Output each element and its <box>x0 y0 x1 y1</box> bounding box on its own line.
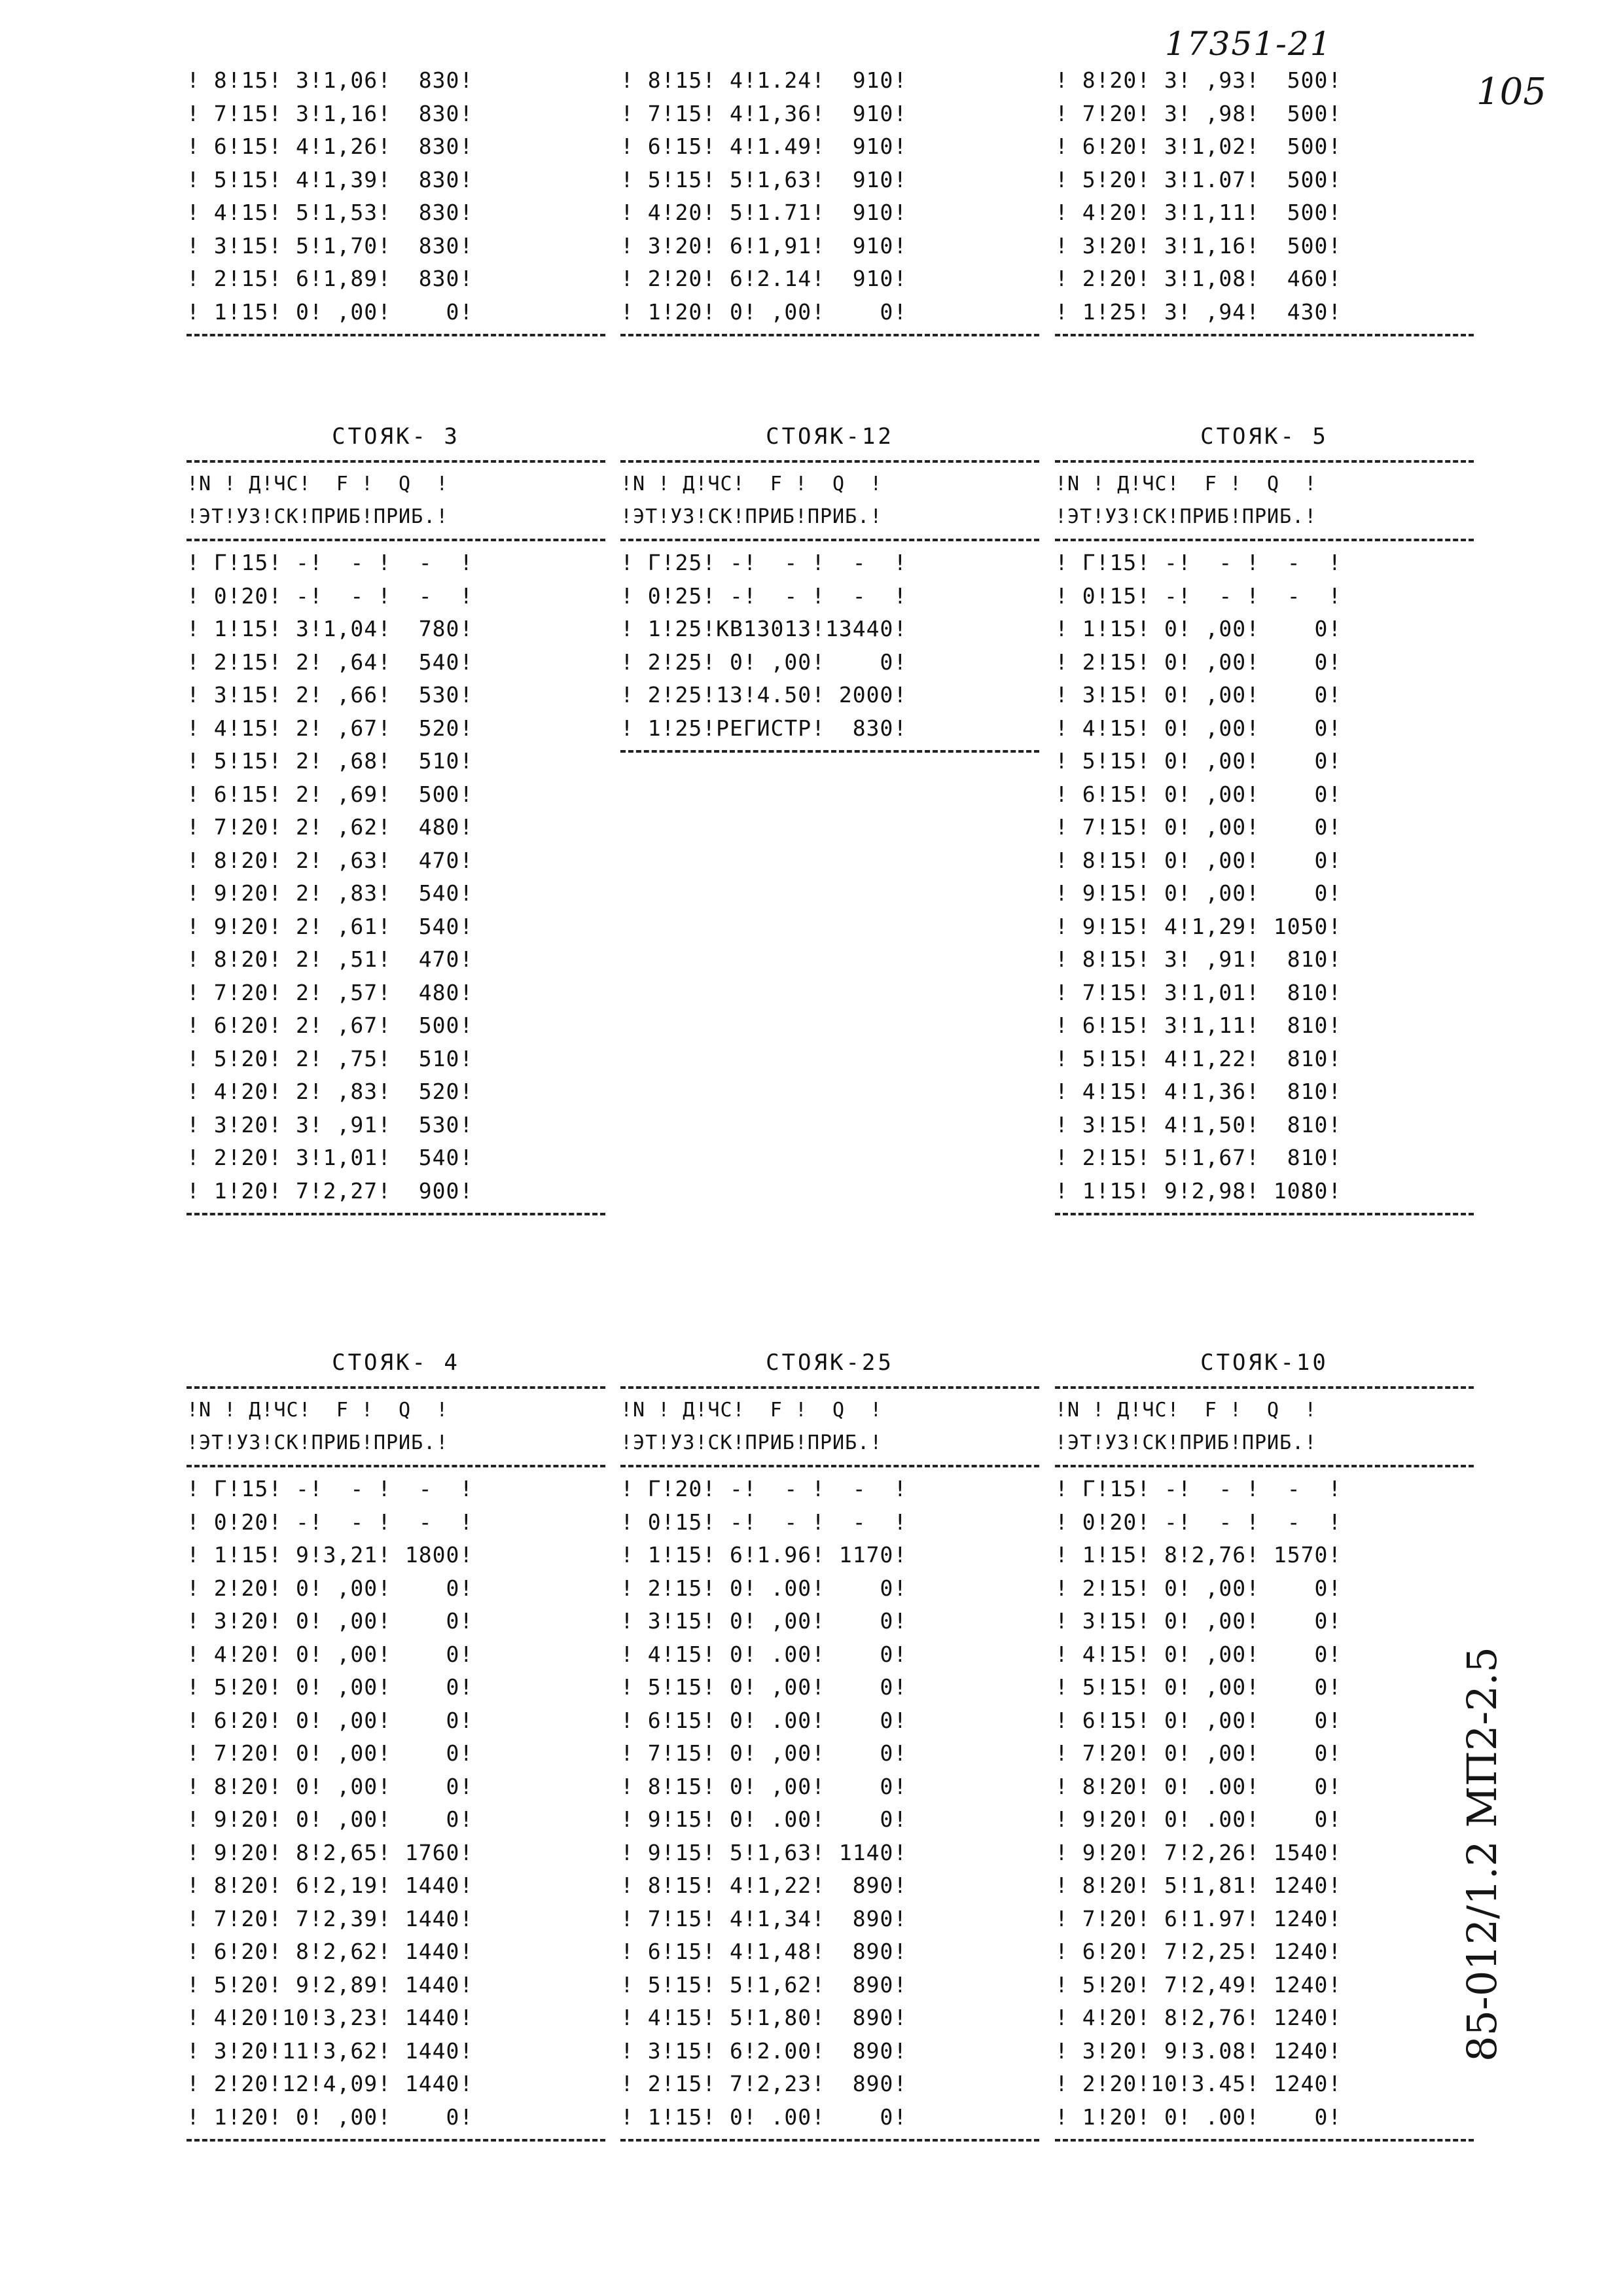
table-row: ! 9!20! 2! ,61! 540! <box>187 913 474 939</box>
table-rule <box>620 460 1039 463</box>
table-row: ! 3!15! 6!2.00! 890! <box>620 2037 908 2064</box>
table-rule <box>187 1213 605 1215</box>
table-row: ! 6!15! 2! ,69! 500! <box>187 781 474 807</box>
table-rule <box>620 1465 1039 1467</box>
table-row: ! 2!25!13!4.50! 2000! <box>620 682 908 708</box>
riser-table-stoyak-12 <box>620 422 1039 758</box>
table-body <box>187 547 605 1208</box>
column-header-line-2: !ЭТ!УЗ!СК!ПРИБ!ПРИБ.! <box>1055 505 1317 528</box>
table-row: ! 6!20! 7!2,25! 1240! <box>1055 1939 1342 1964</box>
table-row: ! 5!15! 2! ,68! 510! <box>187 748 474 774</box>
table-row: ! 2!15! 7!2,23! 890! <box>620 2071 908 2096</box>
top-fragment-col-1 <box>187 64 605 342</box>
column-header-line-2: !ЭТ!УЗ!СК!ПРИБ!ПРИБ.! <box>1055 1431 1317 1454</box>
table-row: ! 7!15! 4!1,34! 890! <box>620 1905 908 1931</box>
table-row: ! 8!20! 3! ,93! 500! <box>1055 67 1342 93</box>
table-row: ! 1!20! 0! ,00! 0! <box>620 298 908 325</box>
table-row: ! 0!15! -! - ! - ! <box>620 1509 908 1535</box>
table-row: ! 4!20! 5!1.71! 910! <box>620 200 908 225</box>
table-row: ! 0!25! -! - ! - ! <box>620 583 908 609</box>
table-rule <box>620 539 1039 541</box>
table-row: ! 5!15! 5!1,63! 910! <box>620 166 908 192</box>
table-body <box>187 64 605 329</box>
table-row: ! 4!15! 4!1,36! 810! <box>1055 1079 1342 1104</box>
table-row: ! 6!15! 4!1.49! 910! <box>620 134 908 159</box>
table-row: ! 7!20! 7!2,39! 1440! <box>187 1905 474 1931</box>
table-row: ! 5!20! 7!2,49! 1240! <box>1055 1971 1342 1998</box>
table-row: ! 1!25!РЕГИСТР! 830! <box>620 715 908 741</box>
table-row: ! 1!15! 0! .00! 0! <box>620 2104 908 2130</box>
handwritten-page-number: 105 <box>1476 71 1546 113</box>
table-row: ! Г!15! -! - ! - ! <box>1055 550 1342 575</box>
table-row: ! 1!15! 8!2,76! 1570! <box>1055 1542 1342 1568</box>
table-row: ! 2!20! 3!1,08! 460! <box>1055 266 1342 291</box>
table-row: ! 5!15! 4!1,39! 830! <box>187 166 474 192</box>
table-rule <box>1055 539 1474 541</box>
table-row: ! 7!15! 0! ,00! 0! <box>1055 814 1342 840</box>
table-row: ! 0!20! -! - ! - ! <box>187 583 474 609</box>
table-body <box>1055 547 1474 1208</box>
table-body <box>620 547 1039 745</box>
table-row: ! 3!15! 5!1,70! 830! <box>187 232 474 259</box>
table-row: ! Г!25! -! - ! - ! <box>620 550 908 575</box>
table-row: ! 2!20!12!4,09! 1440! <box>187 2071 474 2096</box>
table-title: СТОЯК- 4 <box>332 1350 460 1376</box>
table-row: ! 8!20! 2! ,51! 470! <box>187 946 474 972</box>
table-row: ! 3!20! 6!1,91! 910! <box>620 232 908 259</box>
table-row: ! 8!15! 0! ,00! 0! <box>1055 847 1342 873</box>
table-row: ! 6!15! 0! .00! 0! <box>620 1707 908 1733</box>
table-row: ! 3!20! 3!1,16! 500! <box>1055 232 1342 259</box>
table-row: ! 2!15! 5!1,67! 810! <box>1055 1145 1342 1170</box>
table-row: ! Г!15! -! - ! - ! <box>187 550 474 575</box>
table-row: ! 6!20! 3!1,02! 500! <box>1055 134 1342 159</box>
table-row: ! 9!20! 2! ,83! 540! <box>187 880 474 906</box>
table-row: ! 2!20! 3!1,01! 540! <box>187 1145 474 1170</box>
table-row: ! 8!20! 2! ,63! 470! <box>187 847 474 873</box>
table-row: ! 8!15! 3!1,06! 830! <box>187 67 474 93</box>
table-row: ! 5!20! 3!1.07! 500! <box>1055 166 1342 192</box>
table-row: ! 5!15! 4!1,22! 810! <box>1055 1045 1342 1071</box>
column-header-line-2: !ЭТ!УЗ!СК!ПРИБ!ПРИБ.! <box>620 505 883 528</box>
column-header-line-1: !N ! Д!ЧС! F ! Q ! <box>187 1399 449 1422</box>
table-row: ! 4!20! 8!2,76! 1240! <box>1055 2005 1342 2030</box>
table-row: ! 9!20! 0! .00! 0! <box>1055 1806 1342 1832</box>
table-row: ! 3!20!11!3,62! 1440! <box>187 2037 474 2064</box>
table-row: ! 2!20! 0! ,00! 0! <box>187 1575 474 1601</box>
column-header-line-2: !ЭТ!УЗ!СК!ПРИБ!ПРИБ.! <box>187 505 449 528</box>
table-title: СТОЯК-25 <box>766 1350 894 1376</box>
riser-table-stoyak-10 <box>1055 1348 1474 2147</box>
table-row: ! 4!15! 0! ,00! 0! <box>1055 715 1342 741</box>
table-row: ! 2!15! 0! ,00! 0! <box>1055 649 1342 675</box>
table-row: ! 1!15! 9!3,21! 1800! <box>187 1542 474 1568</box>
riser-table-stoyak-3 <box>187 422 605 1221</box>
table-rule <box>1055 1213 1474 1215</box>
table-row: ! 4!15! 2! ,67! 520! <box>187 715 474 741</box>
table-row: ! 1!15! 6!1.96! 1170! <box>620 1542 908 1568</box>
table-rule <box>1055 460 1474 463</box>
table-row: ! 4!15! 0! .00! 0! <box>620 1641 908 1667</box>
table-row: ! 9!15! 5!1,63! 1140! <box>620 1839 908 1865</box>
table-row: ! Г!15! -! - ! - ! <box>187 1476 474 1501</box>
column-header-line-2: !ЭТ!УЗ!СК!ПРИБ!ПРИБ.! <box>187 1431 449 1454</box>
table-title: СТОЯК-10 <box>1200 1350 1329 1376</box>
table-row: ! 2!15! 0! .00! 0! <box>620 1575 908 1601</box>
table-row: ! 4!15! 5!1,53! 830! <box>187 200 474 225</box>
column-header-line-1: !N ! Д!ЧС! F ! Q ! <box>1055 473 1317 495</box>
table-row: ! 8!20! 5!1,81! 1240! <box>1055 1873 1342 1898</box>
table-rule <box>187 1386 605 1389</box>
table-row: ! 5!15! 0! ,00! 0! <box>1055 1674 1342 1700</box>
table-row: ! 6!15! 3!1,11! 810! <box>1055 1013 1342 1038</box>
table-row: ! 6!20! 0! ,00! 0! <box>187 1707 474 1733</box>
table-rule <box>1055 1465 1474 1467</box>
table-rule <box>1055 1386 1474 1389</box>
riser-table-stoyak-25 <box>620 1348 1039 2147</box>
table-row: ! 4!20! 2! ,83! 520! <box>187 1079 474 1104</box>
table-rule <box>620 334 1039 336</box>
table-rule <box>620 2139 1039 2142</box>
table-row: ! 6!15! 0! ,00! 0! <box>1055 1707 1342 1733</box>
table-row: ! 3!15! 0! ,00! 0! <box>1055 1608 1342 1634</box>
table-row: ! 4!20! 0! ,00! 0! <box>187 1641 474 1667</box>
table-row: ! 8!15! 4!1,22! 890! <box>620 1873 908 1898</box>
table-row: ! 2!15! 2! ,64! 540! <box>187 649 474 675</box>
table-row: ! 6!20! 2! ,67! 500! <box>187 1013 474 1038</box>
table-row: ! 3!20! 0! ,00! 0! <box>187 1608 474 1634</box>
table-rule <box>620 750 1039 753</box>
table-row: ! 1!20! 7!2,27! 900! <box>187 1177 474 1204</box>
column-header-line-1: !N ! Д!ЧС! F ! Q ! <box>620 473 883 495</box>
table-row: ! 7!20! 6!1.97! 1240! <box>1055 1905 1342 1931</box>
table-row: ! 0!20! -! - ! - ! <box>187 1509 474 1535</box>
table-rule <box>187 2139 605 2142</box>
table-row: ! 2!25! 0! ,00! 0! <box>620 649 908 675</box>
table-row: ! 4!15! 5!1,80! 890! <box>620 2005 908 2030</box>
table-row: ! 8!15! 3! ,91! 810! <box>1055 946 1342 972</box>
table-row: ! 7!15! 3!1,16! 830! <box>187 100 474 126</box>
table-row: ! 1!20! 0! ,00! 0! <box>187 2104 474 2130</box>
table-body <box>187 1473 605 2134</box>
table-row: ! 4!15! 0! ,00! 0! <box>1055 1641 1342 1667</box>
table-row: ! 8!20! 0! ,00! 0! <box>187 1773 474 1799</box>
side-stamp-code: 85-012/1.2 МП2-2.5 <box>1458 1647 1506 2062</box>
table-title: СТОЯК- 3 <box>332 423 460 450</box>
top-fragment-col-3 <box>1055 64 1474 342</box>
table-row: ! 2!20! 6!2.14! 910! <box>620 266 908 291</box>
table-title: СТОЯК-12 <box>766 423 894 450</box>
table-row: ! 8!15! 4!1.24! 910! <box>620 67 908 93</box>
table-rule <box>1055 334 1474 336</box>
table-row: ! 0!15! -! - ! - ! <box>1055 583 1342 609</box>
table-rule <box>187 460 605 463</box>
table-row: ! 6!15! 4!1,48! 890! <box>620 1939 908 1964</box>
table-row: ! 1!15! 0! ,00! 0! <box>1055 616 1342 641</box>
top-fragment-col-2 <box>620 64 1039 342</box>
table-row: ! 3!15! 4!1,50! 810! <box>1055 1111 1342 1138</box>
table-rule <box>187 539 605 541</box>
table-row: ! 8!20! 6!2,19! 1440! <box>187 1873 474 1898</box>
table-row: ! 3!15! 0! ,00! 0! <box>620 1608 908 1634</box>
column-header-line-1: !N ! Д!ЧС! F ! Q ! <box>620 1399 883 1422</box>
table-rule <box>187 334 605 336</box>
table-row: ! 8!15! 0! ,00! 0! <box>620 1773 908 1799</box>
table-row: ! 2!20!10!3.45! 1240! <box>1055 2071 1342 2096</box>
table-row: ! 1!15! 9!2,98! 1080! <box>1055 1177 1342 1204</box>
handwritten-document-number: 17351-21 <box>1165 25 1332 63</box>
table-title: СТОЯК- 5 <box>1200 423 1329 450</box>
table-row: ! 2!15! 0! ,00! 0! <box>1055 1575 1342 1601</box>
table-row: ! 9!20! 8!2,65! 1760! <box>187 1839 474 1865</box>
table-row: ! 1!25! 3! ,94! 430! <box>1055 298 1342 325</box>
table-row: ! 9!15! 4!1,29! 1050! <box>1055 913 1342 939</box>
table-row: ! 9!15! 0! .00! 0! <box>620 1806 908 1832</box>
column-header-line-1: !N ! Д!ЧС! F ! Q ! <box>187 473 449 495</box>
table-row: ! 1!25!КВ13013!13440! <box>620 616 908 641</box>
riser-table-stoyak-4 <box>187 1348 605 2147</box>
table-row: ! 7!20! 0! ,00! 0! <box>1055 1740 1342 1766</box>
table-row: ! 3!15! 0! ,00! 0! <box>1055 682 1342 708</box>
table-row: ! 6!15! 0! ,00! 0! <box>1055 781 1342 807</box>
table-row: ! 1!20! 0! .00! 0! <box>1055 2104 1342 2130</box>
table-row: ! 1!15! 3!1,04! 780! <box>187 616 474 641</box>
table-row: ! 2!15! 6!1,89! 830! <box>187 266 474 291</box>
table-row: ! 5!20! 9!2,89! 1440! <box>187 1971 474 1998</box>
table-row: ! 7!20! 2! ,62! 480! <box>187 814 474 840</box>
table-rule <box>187 1465 605 1467</box>
table-row: ! 6!20! 8!2,62! 1440! <box>187 1939 474 1964</box>
table-row: ! 4!20! 3!1,11! 500! <box>1055 200 1342 225</box>
table-row: ! 4!20!10!3,23! 1440! <box>187 2005 474 2030</box>
table-row: ! 5!20! 0! ,00! 0! <box>187 1674 474 1700</box>
column-header-line-1: !N ! Д!ЧС! F ! Q ! <box>1055 1399 1317 1422</box>
table-row: ! 7!15! 4!1,36! 910! <box>620 100 908 126</box>
table-row: ! 3!20! 3! ,91! 530! <box>187 1111 474 1138</box>
table-row: ! Г!20! -! - ! - ! <box>620 1476 908 1501</box>
table-row: ! 5!15! 0! ,00! 0! <box>620 1674 908 1700</box>
table-row: ! 1!15! 0! ,00! 0! <box>187 298 474 325</box>
table-body <box>620 1473 1039 2134</box>
table-row: ! 7!20! 2! ,57! 480! <box>187 979 474 1005</box>
riser-table-stoyak-5 <box>1055 422 1474 1221</box>
table-row: ! 3!20! 9!3.08! 1240! <box>1055 2037 1342 2064</box>
table-row: ! 7!15! 0! ,00! 0! <box>620 1740 908 1766</box>
table-rule <box>1055 2139 1474 2142</box>
table-body <box>1055 64 1474 329</box>
table-row: ! 9!15! 0! ,00! 0! <box>1055 880 1342 906</box>
table-row: ! 5!15! 0! ,00! 0! <box>1055 748 1342 774</box>
table-body <box>620 64 1039 329</box>
table-row: ! 7!20! 0! ,00! 0! <box>187 1740 474 1766</box>
table-row: ! 8!20! 0! .00! 0! <box>1055 1773 1342 1799</box>
table-row: ! 3!15! 2! ,66! 530! <box>187 682 474 708</box>
table-row: ! 6!15! 4!1,26! 830! <box>187 134 474 159</box>
table-row: ! Г!15! -! - ! - ! <box>1055 1476 1342 1501</box>
table-row: ! 9!20! 7!2,26! 1540! <box>1055 1839 1342 1865</box>
table-row: ! 7!15! 3!1,01! 810! <box>1055 979 1342 1005</box>
table-row: ! 7!20! 3! ,98! 500! <box>1055 100 1342 126</box>
table-row: ! 9!20! 0! ,00! 0! <box>187 1806 474 1832</box>
table-rule <box>620 1386 1039 1389</box>
table-body <box>1055 1473 1474 2134</box>
table-row: ! 5!15! 5!1,62! 890! <box>620 1971 908 1998</box>
table-row: ! 5!20! 2! ,75! 510! <box>187 1045 474 1071</box>
table-row: ! 0!20! -! - ! - ! <box>1055 1509 1342 1535</box>
column-header-line-2: !ЭТ!УЗ!СК!ПРИБ!ПРИБ.! <box>620 1431 883 1454</box>
